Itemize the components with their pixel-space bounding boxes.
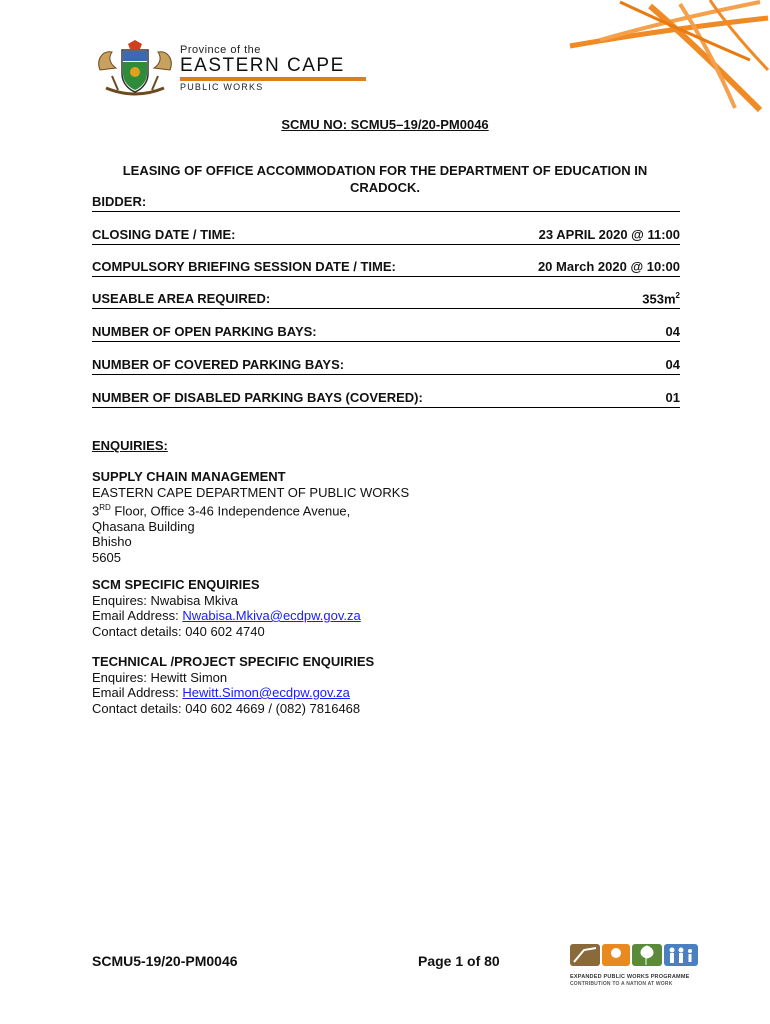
detail-value: 01 xyxy=(665,390,680,405)
detail-row-area xyxy=(92,291,680,309)
epwp-line2: CONTRIBUTION TO A NATION AT WORK xyxy=(570,981,673,987)
reference-number: SCMU NO: SCMU5–19/20-PM0046 xyxy=(281,117,489,132)
logo-eastern-cape-text: EASTERN CAPE xyxy=(180,55,345,76)
bidder-label: BIDDER: xyxy=(92,194,147,209)
detail-value: $353m^2$ xyxy=(642,291,680,307)
scm-title: SUPPLY CHAIN MANAGEMENT xyxy=(92,469,286,484)
technical-title: TECHNICAL /PROJECT SPECIFIC ENQUIRIES xyxy=(92,654,375,669)
scm-town: Bhisho xyxy=(92,534,132,550)
detail-row-open-parking xyxy=(92,324,680,342)
scm-building: Qhasana Building xyxy=(92,518,195,534)
logo-province-text: Province of the xyxy=(180,44,261,56)
document-title: LEASING OF OFFICE ACCOMMODATION FOR THE DEPARTMENT OF EDUCATION IN CRADOCK. xyxy=(122,163,648,195)
logo-public-works-text: PUBLIC WORKS xyxy=(180,82,264,92)
epwp-line1: EXPANDED PUBLIC WORKS PROGRAMME xyxy=(570,974,690,980)
detail-row-disabled-parking xyxy=(92,390,680,408)
detail-row-covered-parking xyxy=(92,357,680,375)
detail-row-briefing xyxy=(92,259,680,277)
detail-label: USEABLE AREA REQUIRED: xyxy=(92,291,271,306)
detail-label: COMPULSORY BRIEFING SESSION DATE / TIME: xyxy=(92,259,396,274)
epwp-logo xyxy=(570,942,700,987)
detail-label: CLOSING DATE / TIME: xyxy=(92,227,236,242)
detail-row-closing xyxy=(92,227,680,245)
detail-label: NUMBER OF DISABLED PARKING BAYS (COVERED): xyxy=(92,390,423,405)
epwp-icons xyxy=(570,942,700,968)
coat-of-arms-icon xyxy=(92,40,178,98)
orange-swoosh-icon xyxy=(560,0,770,112)
scm-email-link[interactable]: Nwabisa.Mkiva@ecdpw.gov.za xyxy=(182,608,361,623)
scm-specific-block xyxy=(92,577,361,639)
detail-value: 23 APRIL 2020 @ 11:00 xyxy=(538,227,680,242)
technical-email-line: Email Address: Hewitt.Simon@ecdpw.gov.za xyxy=(92,685,350,700)
detail-label: NUMBER OF COVERED PARKING BAYS: xyxy=(92,357,345,372)
scm-org: EASTERN CAPE DEPARTMENT OF PUBLIC WORKS xyxy=(92,484,410,500)
detail-value: 04 xyxy=(665,357,680,372)
footer-reference: SCMU5-19/20-PM0046 xyxy=(92,953,238,969)
detail-label: NUMBER OF OPEN PARKING BAYS: xyxy=(92,324,317,339)
detail-value: 04 xyxy=(665,324,680,339)
technical-contact: Contact details: 040 602 4669 / (082) 7816468 xyxy=(92,700,361,716)
technical-block xyxy=(92,654,374,716)
department-logo xyxy=(92,40,367,98)
scm-specific-contact: Contact details: 040 602 4740 xyxy=(92,623,265,639)
bidder-row xyxy=(92,194,680,212)
detail-value: 20 March 2020 @ 10:00 xyxy=(537,259,680,274)
scm-specific-title: SCM SPECIFIC ENQUIRIES xyxy=(92,577,260,592)
scm-specific-enquires: Enquires: Nwabisa Mkiva xyxy=(92,592,238,608)
page-number: Page 1 of 80 xyxy=(418,953,500,969)
scm-floor: 3RD Floor, Office 3-46 Independence Avenue, xyxy=(92,503,351,519)
technical-enquires: Enquires: Hewitt Simon xyxy=(92,669,228,685)
scm-address-block xyxy=(92,469,409,565)
enquiries-heading: ENQUIRIES: xyxy=(92,438,168,453)
technical-email-link[interactable]: Hewitt.Simon@ecdpw.gov.za xyxy=(182,685,350,700)
logo-orange-bar xyxy=(180,77,366,81)
scm-specific-email-line: Email Address: Nwabisa.Mkiva@ecdpw.gov.za xyxy=(92,608,361,623)
scm-code: 5605 xyxy=(92,549,121,565)
